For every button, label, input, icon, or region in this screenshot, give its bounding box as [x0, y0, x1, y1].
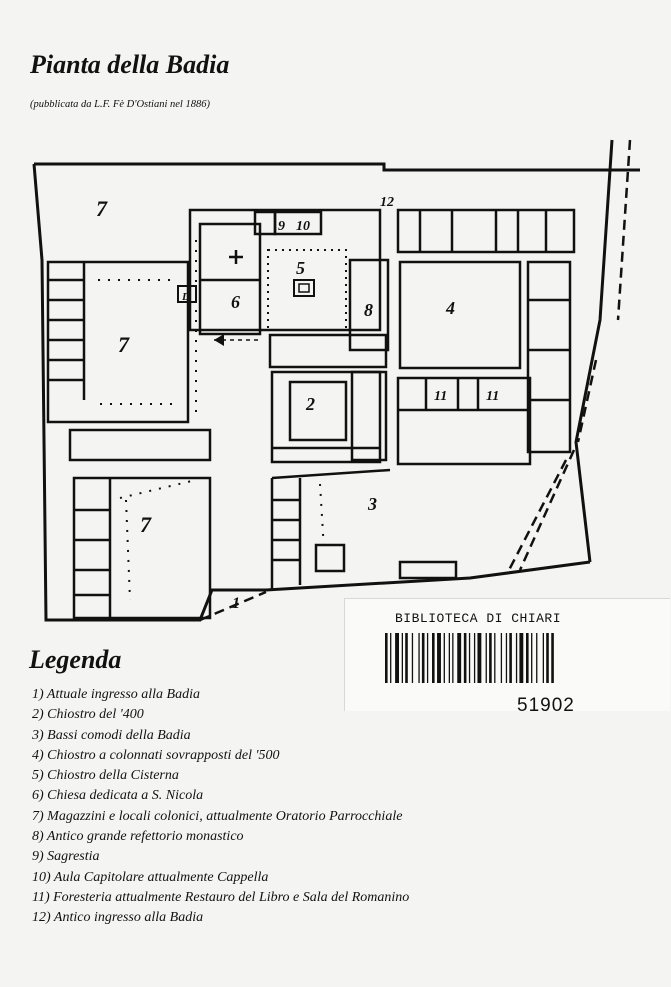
plan-block-3 [272, 470, 456, 590]
barcode-bar [449, 633, 450, 683]
barcode-bar [452, 633, 453, 683]
legend-item: 3) Bassi comodi della Badia [32, 727, 191, 743]
legend-item: 1) Attuale ingresso alla Badia [32, 687, 200, 702]
barcode-bar [546, 633, 549, 683]
barcode-bar [437, 633, 441, 683]
legend-item: 2) Chiostro del '400 [32, 707, 144, 723]
floor-plan [0, 120, 671, 640]
plan-label-6: 6 [231, 292, 240, 312]
entry-arrowhead [214, 334, 224, 346]
barcode-bar [412, 633, 413, 683]
legend-list [32, 685, 409, 929]
plan-label-5: 5 [296, 258, 305, 278]
plan-label-2: 2 [306, 394, 315, 414]
plan-right-complex [398, 210, 574, 464]
barcode-bar [526, 633, 529, 683]
barcode-bar [444, 633, 445, 683]
legend-item: 11) Foresteria attualmente Restauro del Libro e Sala del Romanino [32, 889, 410, 905]
barcode-bar [418, 633, 419, 683]
barcode-bar [390, 633, 391, 683]
plan-label-1: 1 [232, 595, 240, 612]
plan-label-12: 12 [380, 195, 394, 210]
legend-item: 6) Chiesa dedicata a S. Nicola [32, 788, 204, 804]
plan-label-11a: 11 [434, 389, 448, 404]
barcode-bar [516, 633, 517, 683]
barcode-bar [489, 633, 492, 683]
legend-item: 5) Chiostro della Cisterna [32, 768, 179, 784]
legend-item: 7) Magazzini e locali colonici, attualmente Oratorio Parrocchiale [32, 808, 403, 824]
barcode-bar [543, 633, 544, 683]
legend-title: Legenda [29, 645, 122, 674]
barcode-bar [486, 633, 487, 683]
legend-item: 9) Sagrestia [32, 849, 100, 865]
legend-item: 8) Antico grande refettorio monastico [32, 829, 244, 845]
barcode-bar [509, 633, 512, 683]
plan-label-7c: 7 [140, 512, 151, 537]
barcode-bar [405, 633, 408, 683]
plan-label-9: 9 [278, 219, 285, 234]
page-title: Pianta della Badia [30, 50, 230, 79]
barcode-bar [469, 633, 470, 683]
barcode-bar [506, 633, 507, 683]
barcode-bar [474, 633, 475, 683]
plan-label-door: D [182, 291, 190, 303]
legend-item: 12) Antico ingresso alla Badia [32, 910, 204, 926]
barcode-bar [402, 633, 403, 683]
legend-item: 4) Chiostro a colonnati sovrapposti del '500 [32, 747, 280, 763]
barcode-bar [464, 633, 467, 683]
barcode-bar [519, 633, 523, 683]
library-stamp [344, 598, 670, 716]
barcode-bar [432, 633, 435, 683]
barcode-bar [536, 633, 537, 683]
barcode-bar [395, 633, 399, 683]
barcode-bar [422, 633, 425, 683]
plan-perimeter [34, 140, 640, 620]
page-subtitle: (pubblicata da L.F. Fè D'Ostiani nel 1886) [30, 99, 210, 110]
barcode-bar [501, 633, 502, 683]
barcode-bar [385, 633, 388, 683]
barcode-bar [427, 633, 428, 683]
plan-cloister-5 [268, 250, 346, 330]
plan-block-7-lower [74, 478, 210, 618]
barcode-bar [457, 633, 461, 683]
barcode-bar [494, 633, 495, 683]
plan-label-7b: 7 [118, 332, 129, 357]
plan-central-complex [190, 210, 388, 462]
plan-label-4: 4 [446, 298, 455, 318]
plan-label-3: 3 [368, 494, 377, 514]
plan-label-7a: 7 [96, 196, 107, 221]
stamp-label: BIBLIOTECA DI CHIARI [395, 611, 562, 626]
stamp-number: 51902 [517, 695, 575, 716]
plan-label-8: 8 [364, 300, 373, 320]
cross-icon [229, 250, 243, 264]
barcode [385, 633, 615, 683]
legend-item: 10) Aula Capitolare attualmente Cappella [32, 869, 269, 885]
plan-label-11b: 11 [486, 389, 500, 404]
plan-label-10: 10 [296, 219, 310, 234]
barcode-bar [477, 633, 481, 683]
barcode-bar [531, 633, 532, 683]
barcode-bar [551, 633, 554, 683]
cistern-mark [294, 280, 314, 296]
